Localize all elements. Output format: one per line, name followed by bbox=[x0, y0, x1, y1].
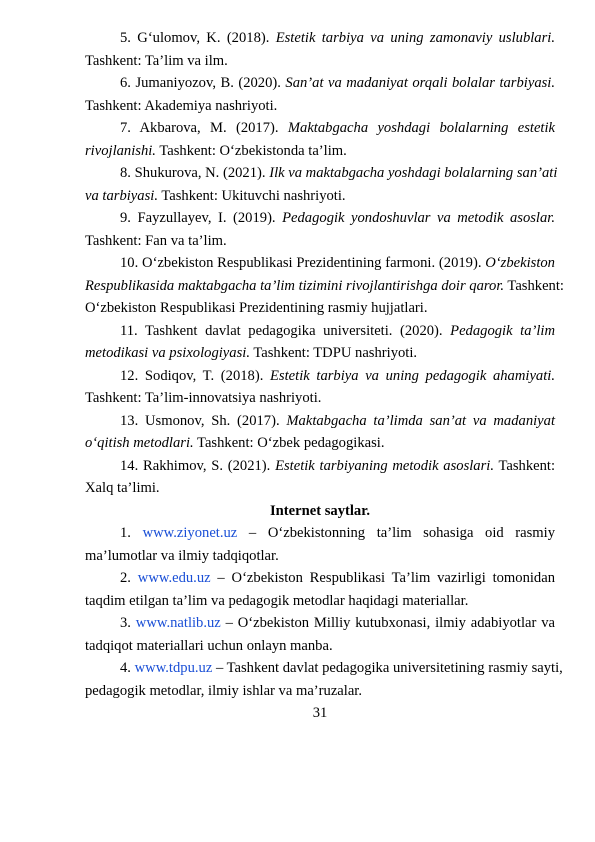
reference-7-line-1: 7. Akbarova, M. (2017). Maktabgacha yoshdagi bolalarning estetik bbox=[120, 120, 556, 136]
reference-8-line-2: va tarbiyasi. Tashkent: Ukituvchi nashriyoti. bbox=[85, 188, 346, 204]
reference-12-line-2: Tashkent: Ta’lim-innovatsiya nashriyoti. bbox=[85, 390, 322, 406]
site-3-line-2: tadqiqot materiallari uchun onlayn manba. bbox=[85, 638, 333, 654]
reference-5-line-1: 5. G‘ulomov, K. (2018). Estetik tarbiya va uning zamonaviy uslublari. bbox=[120, 30, 555, 46]
site-link-natlib[interactable]: www.natlib.uz bbox=[135, 615, 221, 631]
reference-6-line-1: 6. Jumaniyozov, B. (2020). San’at va madaniyat orqali bolalar tarbiyasi. bbox=[120, 75, 555, 91]
reference-9-line-2: Tashkent: Fan va ta’lim. bbox=[85, 233, 227, 249]
reference-10-line-3: O‘zbekiston Respublikasi Prezidentining rasmiy hujjatlari. bbox=[85, 300, 428, 316]
reference-5-line-2: Tashkent: Ta’lim va ilm. bbox=[85, 53, 228, 69]
reference-7-line-2: rivojlanishi. Tashkent: O‘zbekistonda ta’lim. bbox=[85, 143, 347, 159]
reference-10-line-1: 10. O‘zbekiston Respublikasi Prezidentining farmoni. (2019). O‘zbekiston bbox=[120, 255, 555, 271]
site-1-line-2: ma’lumotlar va ilmiy tadqiqotlar. bbox=[85, 548, 279, 564]
reference-8-line-1: 8. Shukurova, N. (2021). Ilk va maktabgacha yoshdagi bolalarning san’ati bbox=[120, 165, 558, 181]
internet-sites-heading: Internet saytlar. bbox=[270, 503, 370, 519]
reference-6-line-2: Tashkent: Akademiya nashriyoti. bbox=[85, 98, 278, 114]
site-4-line-2: pedagogik metodlar, ilmiy ishlar va ma’ruzalar. bbox=[85, 683, 363, 699]
site-link-edu[interactable]: www.edu.uz bbox=[137, 570, 211, 586]
site-2-line-1: 2. www.edu.uz – O‘zbekiston Respublikasi Ta’lim vazirligi tomonidan bbox=[120, 570, 556, 586]
reference-11-line-1: 11. Tashkent davlat pedagogika universiteti. (2020). Pedagogik ta’lim bbox=[120, 323, 555, 339]
site-2-line-2: taqdim etilgan ta’lim va pedagogik metodlar haqidagi materiallar. bbox=[85, 593, 469, 609]
reference-9-line-1: 9. Fayzullayev, I. (2019). Pedagogik yondoshuvlar va metodik asoslar. bbox=[120, 210, 555, 226]
site-4-line-1: 4. www.tdpu.uz – Tashkent davlat pedagogika universitetining rasmiy sayti, bbox=[120, 660, 563, 676]
page-number: 31 bbox=[312, 705, 328, 721]
site-link-ziyonet[interactable]: www.ziyonet.uz bbox=[142, 525, 238, 541]
reference-10-line-2: Respublikasida maktabgacha ta’lim tizimini rivojlantirishga doir qaror. Tashkent: bbox=[85, 278, 564, 294]
site-1-line-1: 1. www.ziyonet.uz – O‘zbekistonning ta’lim sohasiga oid rasmiy bbox=[120, 525, 556, 541]
reference-14-line-2: Xalq ta’limi. bbox=[85, 480, 160, 496]
reference-11-line-2: metodikasi va psixologiyasi. Tashkent: TDPU nashriyoti. bbox=[85, 345, 418, 361]
reference-13-line-2: o‘qitish metodlari. Tashkent: O‘zbek pedagogikasi. bbox=[85, 435, 385, 451]
reference-13-line-1: 13. Usmonov, Sh. (2017). Maktabgacha ta’limda san’at va madaniyat bbox=[120, 413, 555, 429]
site-3-line-1: 3. www.natlib.uz – O‘zbekiston Milliy kutubxonasi, ilmiy adabiyotlar va bbox=[120, 615, 555, 631]
reference-14-line-1: 14. Rakhimov, S. (2021). Estetik tarbiyaning metodik asoslari. Tashkent: bbox=[120, 458, 555, 474]
reference-12-line-1: 12. Sodiqov, T. (2018). Estetik tarbiya va uning pedagogik ahamiyati. bbox=[120, 368, 555, 384]
site-link-tdpu[interactable]: www.tdpu.uz bbox=[134, 660, 213, 676]
